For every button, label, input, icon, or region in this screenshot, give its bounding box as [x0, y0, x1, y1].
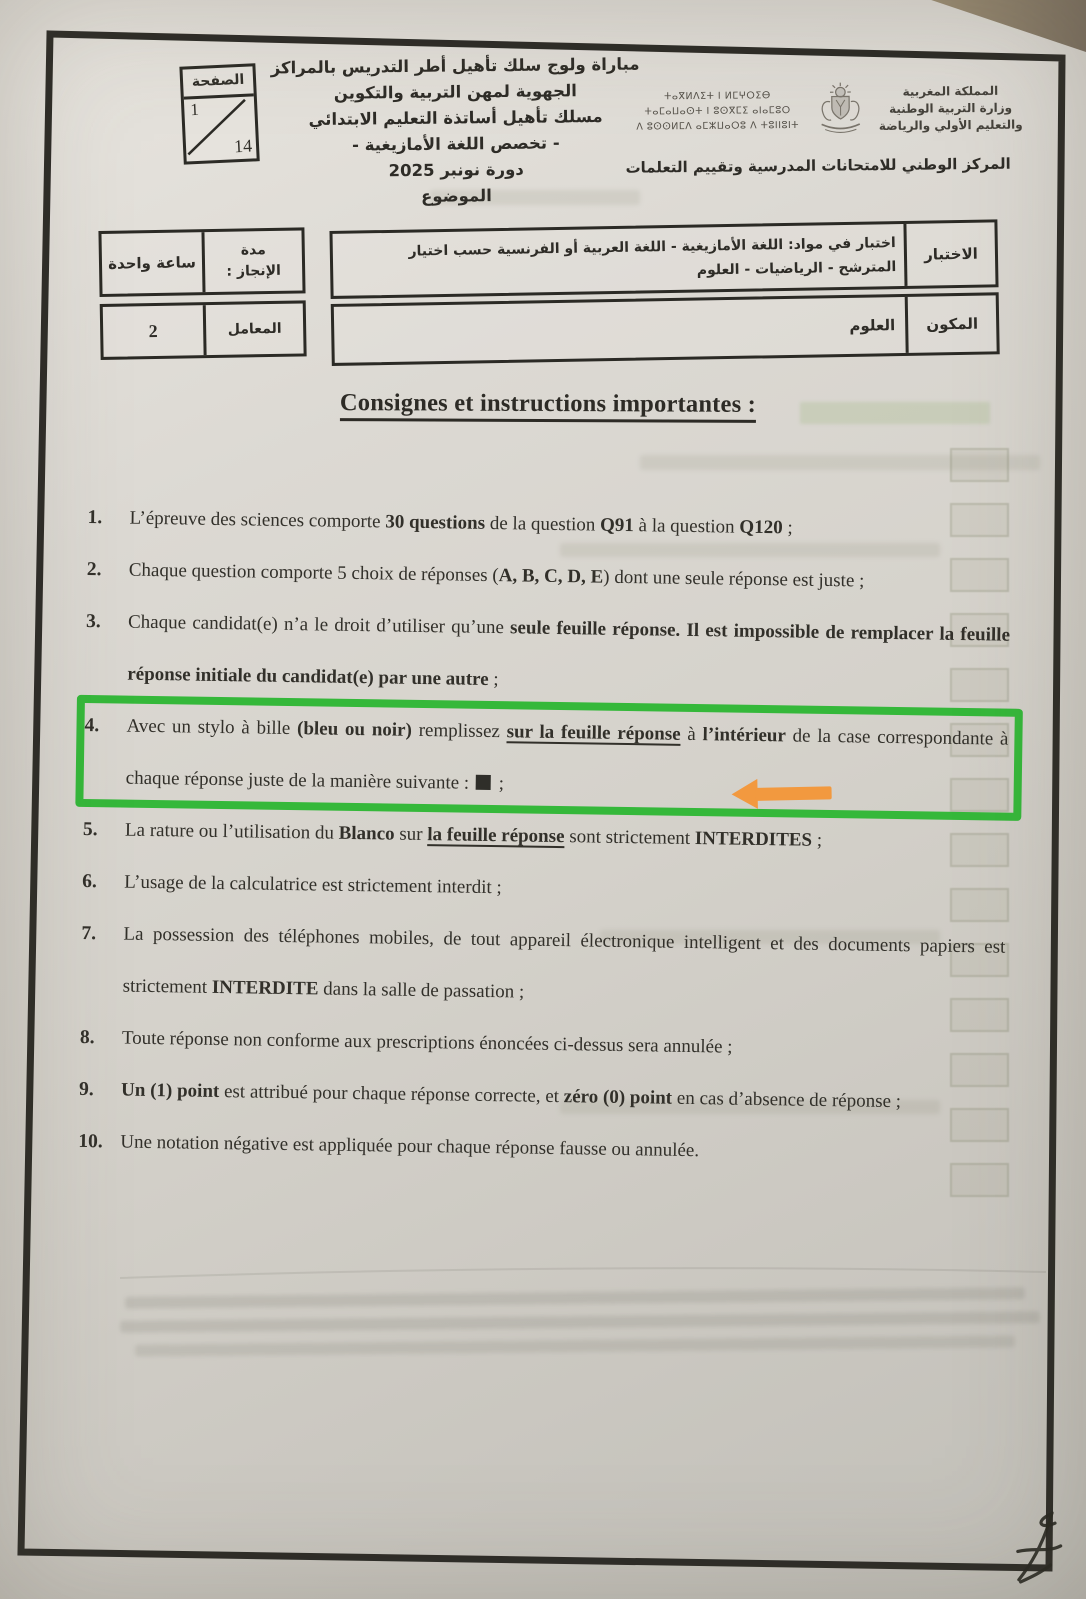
header-line: مباراة ولوج سلك تأهيل أطر التدريس بالمراكز — [270, 54, 640, 78]
exam-subjects-table — [329, 219, 999, 366]
instruction-text: Une notation négative est appliquée pour chaque réponse fausse ou annulée. — [120, 1131, 700, 1162]
header-line: الموضوع — [420, 186, 492, 206]
exam-subjects-cell: اختبار في مواد: اللغة الأمازيغية - اللغة العربية أو الفرنسية حسب اختيار المترشح - الرياضيات - العلوم — [408, 235, 897, 279]
instruction-text: Avec un stylo à bille (bleu ou noir) remplissez sur la feuille réponse à l’intérieur de la case correspondante à chaque réponse juste de la manière suivante : ; — [125, 715, 1009, 795]
component-label-cell: المكون — [905, 295, 997, 353]
instruction-text: La rature ou l’utilisation du Blanco sur la feuille réponse sont strictement INTERDITES ; — [124, 819, 823, 851]
instruction-number: 8. — [79, 1026, 95, 1049]
instruction-number: 1. — [87, 506, 103, 529]
instructions-title: Consignes et instructions importantes : — [203, 388, 893, 419]
instruction-number: 10. — [78, 1130, 103, 1153]
instruction-text: Toute réponse non conforme aux prescriptions énoncées ci-dessus sera annulée ; — [121, 1027, 733, 1058]
instruction-number: 5. — [82, 818, 98, 841]
instruction-number: 3. — [85, 610, 101, 633]
instruction-item — [85, 596, 1014, 714]
handwritten-mark — [998, 1504, 1086, 1598]
instruction-text: Un (1) point est attribué pour chaque réponse correcte, et zéro (0) point en cas d’absence de réponse ; — [120, 1079, 902, 1113]
exam-label-cell: الاختبار — [903, 222, 995, 286]
instruction-text: La possession des téléphones mobiles, de tout appareil électronique intelligent et des documents papiers est strictement INTERDITE dans la salle de passation ; — [122, 923, 1006, 1003]
coefficient-value-cell: 2 — [148, 320, 158, 341]
instruction-number: 4. — [84, 714, 100, 737]
duration-coefficient-table — [98, 227, 306, 360]
instruction-item — [83, 700, 1012, 818]
page-total-number: 14 — [233, 135, 253, 157]
header-line: مسلك تأهيل أساتذة التعليم الابتدائي — [308, 106, 603, 130]
instruction-number: 7. — [81, 922, 97, 945]
instruction-text: Chaque question comporte 5 choix de réponses (A, B, C, D, E) dont une seule réponse est juste ; — [128, 559, 865, 592]
page-box-label: الصفحة — [183, 66, 254, 99]
header-line: دورة نونبر 2025 — [388, 159, 524, 181]
header-line: الجهوية لمهن التربية والتكوين — [333, 81, 577, 103]
paper-crease — [120, 1268, 1046, 1278]
page-current-number: 1 — [189, 99, 200, 120]
instruction-number: 6. — [82, 870, 98, 893]
ministry-arabic-name: المملكة المغربية وزارة التربية الوطنية والتعليم الأولي والرياضة — [878, 83, 1023, 133]
annotation-arrow-icon — [731, 777, 834, 809]
ministry-tifinagh-name: ⵜⴰⴳⵍⴷⵉⵜ ⵏ ⵍⵎⵖⵔⵉⴱ ⵜⴰⵎⴰⵡⴰⵙⵜ ⵏ ⵓⵙⴳⵎⵉ ⴰⵏⴰⵎⵓⵔ ⴷ ⵓⵙⵙⵍⵎⴷ ⴰⵎⵣⵡⴰⵔⵓ ⴷ ⵜⵓⵏⵏⵓⵏⵜ — [636, 89, 800, 133]
instructions-list — [78, 492, 1016, 1182]
ministry-block — [628, 79, 1027, 141]
instruction-number: 9. — [78, 1078, 94, 1101]
exam-header-title-block — [240, 51, 672, 211]
national-center-name: المركز الوطني للامتحانات المدرسية وتقييم التعلمات — [625, 154, 1011, 177]
instruction-item — [80, 908, 1009, 1026]
filled-answer-square — [476, 775, 491, 790]
coat-of-arms-logo — [814, 80, 867, 139]
instruction-text: L’usage de la calculatrice est strictement interdit ; — [124, 871, 502, 899]
instruction-text: Chaque candidat(e) n’a le droit d’utiliser qu’une seule feuille réponse. Il est impossible de remplacer la feuille réponse initiale du candidat(e) par une autre ; — [127, 611, 1011, 691]
duration-value-cell: ساعة واحدة — [107, 253, 197, 273]
component-value-cell: العلوم — [849, 316, 896, 335]
header-line: - تخصص اللغة الأمازيغية - — [352, 133, 560, 155]
coefficient-label-cell: المعامل — [203, 303, 304, 355]
instruction-number: 2. — [86, 558, 102, 581]
instruction-text: L’épreuve des sciences comporte 30 questions de la question Q91 à la question Q120 ; — [129, 507, 793, 539]
duration-label-cell: مدة الإنجاز : — [201, 230, 302, 292]
